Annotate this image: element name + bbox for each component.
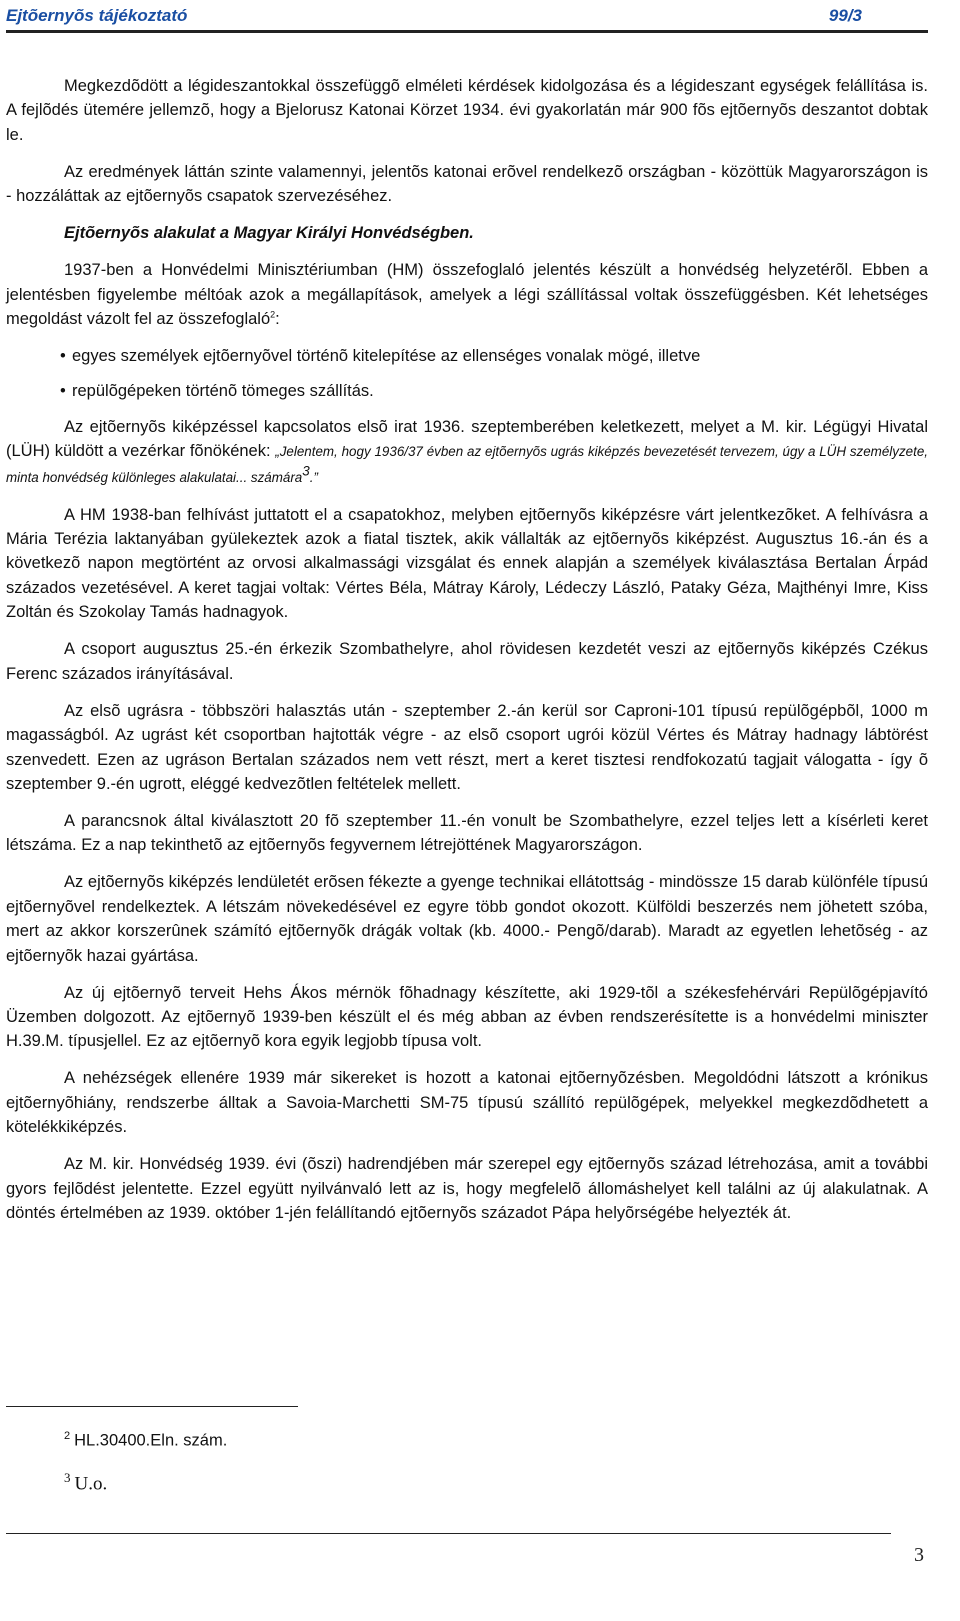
- quotation: „Jelentem, hogy 1936/37 évben az ejtõernyõs ugrás kiképzés bevezetését tervezem, úgy a LÜH személyzete, minta honvédség különleges alakulatai... számára: [6, 444, 928, 485]
- list-item-text: egyes személyek ejtõernyõvel történõ kitelepítése az ellenséges vonalak mögé, illetve: [72, 347, 701, 366]
- paragraph: [6, 415, 928, 490]
- paragraph: Az új ejtõernyõ terveit Hehs Ákos mérnök fõhadnagy készítette, aki 1929-tõl a székesfehérvári Repülõgépjavító Üzemben dolgozott. Az ejtõernyõ 1939-ben készült el és még abban az évben rendszerésítette is a honvédelmi miniszter H.39.M. típusjellel. Ez az ejtõernyõ kora egyik legjobb típusa volt.: [6, 983, 928, 1051]
- page-number: 3: [914, 1544, 924, 1566]
- footnote-text: HL.30400.Eln. szám.: [74, 1431, 228, 1450]
- paragraph: Az elsõ ugrásra - többszöri halasztás után - szeptember 2.-án kerül sor Caproni-101 típusú repülõgépbõl, 1000 m magasságból. Az ugrást két csoportban hajtották végre - az elsõ csoport ugrói közül Vértes és Mátray hadnagy lábtörést szenvedett. Ezen az ugráson Bertalan százados nem vett részt, mert a keret tisztesi rendfokozatú tagjait válogatta - így õ szeptember 9.-én ugrott, eléggé kedvezõtlen feltételek mellett.: [6, 701, 928, 793]
- footnote-divider: [6, 1406, 298, 1407]
- paragraph: Az eredmények láttán szinte valamennyi, jelentõs katonai erõvel rendelkezõ országban - közöttük Magyarországon is - hozzáláttak az ejtõernyõs csapatok szervezéséhez.: [6, 162, 928, 206]
- list-item: [6, 379, 928, 403]
- paragraph: [6, 258, 928, 331]
- footnote: [64, 1470, 107, 1495]
- page-header: [6, 2, 928, 33]
- section-heading: Ejtõernyõs alakulat a Magyar Királyi Honvédségben.: [64, 224, 474, 243]
- paragraph: Az M. kir. Honvédség 1939. évi (õszi) hadrendjében már szerepel egy ejtõernyõs század létrehozása, amit a további gyors fejlõdést jelentette. Ezzel együtt nyilvánvaló lett az is, hogy megfelelõ állomáshelyet kell találni az új alakulatnak. A döntés értelmében az 1939. október 1-jén felállítandó ejtõernyõs századot Pápa helyõrségébe helyezték át.: [6, 1155, 928, 1222]
- article-body: [6, 74, 928, 1238]
- bullet-icon: •: [60, 382, 66, 401]
- footnote-mark: 3: [64, 1470, 71, 1485]
- footnote: [64, 1430, 227, 1451]
- paragraph-text: :: [275, 310, 280, 329]
- paragraph: Megkezdõdött a légideszantokkal összefüggõ elméleti kérdések kidolgozása és a légideszant egységek felállítása is. A fejlõdés ütemére jellemzõ, hogy a Bjelorusz Katonai Körzet 1934. évi gyakorlatán már 900 fõs ejtõernyõs deszantot dobtak le.: [6, 77, 928, 144]
- paragraph: A parancsnok által kiválasztott 20 fõ szeptember 11.-én vonult be Szombathelyre, ezzel teljes lett a kísérleti keret létszáma. Ez a nap tekinthetõ az ejtõernyõs fegyvernem létrejöttének Magyarországon.: [6, 811, 928, 855]
- paragraph: A csoport augusztus 25.-én érkezik Szombathelyre, ahol rövidesen kezdetét veszi az ejtõernyõs kiképzés Czékus Ferenc százados irányításával.: [6, 640, 928, 683]
- paragraph-text: 1937-ben a Honvédelmi Minisztériumban (HM) összefoglaló jelentés készült a honvédség helyzetérõl. Ebben a jelentésben figyelembe méltóak azok a megállapítások, amelyek a légi szállítással voltak összefüggésben. Két lehetséges megoldást vázolt fel az összefoglaló: [6, 261, 928, 329]
- paragraph: A HM 1938-ban felhívást juttatott el a csapatokhoz, melyben ejtõernyõs kiképzésre várt jelentkezõket. A felhívásra a Mária Terézia laktanyában gyülekeztek azok a fiatal tisztek, akik vállalták az ejtõernyõs kiképzést. Augusztus 16.-án és a következõ napon megtörtént az orvosi alkalmassági vizsgálat és ennek alapján a személyek kiválasztása Bertalan Árpád százados vezetésével. A keret tagjai voltak: Vértes Béla, Mátray Károly, Lédeczy László, Pataky Géza, Majthényi Imre, Kiss Zoltán és Szokolay Tamás hadnagyok.: [6, 505, 928, 622]
- page-footer-divider: [6, 1533, 891, 1534]
- footnote-text: U.o.: [74, 1473, 108, 1495]
- paragraph: A nehézségek ellenére 1939 már sikereket is hozott a katonai ejtõernyõzésben. Megoldódni látszott a krónikus ejtõernyõhiány, rendszerbe álltak a Savoia-Marchetti SM-75 típusú szállító repülõgépek, melyekkel megkezdõdhetett a kötelékkiképzés.: [6, 1069, 928, 1137]
- quotation-end: .”: [309, 469, 318, 485]
- bullet-icon: •: [60, 347, 66, 366]
- issue-number: 99/3: [828, 6, 862, 25]
- footnote-reference[interactable]: 2: [270, 309, 276, 320]
- paragraph-text: Az ejtõernyõs kiképzéssel kapcsolatos elsõ irat 1936. szeptemberében keletkezett, melyet a M. kir. Légügyi Hivatal (LÜH) küldött a vezérkar fõnökének:: [6, 417, 928, 461]
- list-item: [6, 344, 928, 368]
- publication-title: Ejtõernyõs tájékoztató: [6, 6, 188, 25]
- paragraph: Az ejtõernyõs kiképzés lendületét erõsen fékezte a gyenge technikai ellátottság - mindössze 15 darab különféle típusú ejtõernyõvel rendelkeztek. A létszám növekedésével ez egyre több gondot okozott. Külföldi beszerzés nem jöhetett szóba, mert az akkor korszerûnek számító ejtõernyõk drágák voltak (kb. 4000.- Pengõ/darab). Maradt az egyetlen lehetõség - az ejtõernyõk hazai gyártása.: [6, 873, 928, 965]
- footnote-reference[interactable]: 3: [302, 463, 310, 479]
- list-item-text: repülõgépeken történõ tömeges szállítás.: [72, 382, 374, 401]
- footnote-mark: 2: [64, 1430, 71, 1442]
- bullet-list: [6, 344, 928, 404]
